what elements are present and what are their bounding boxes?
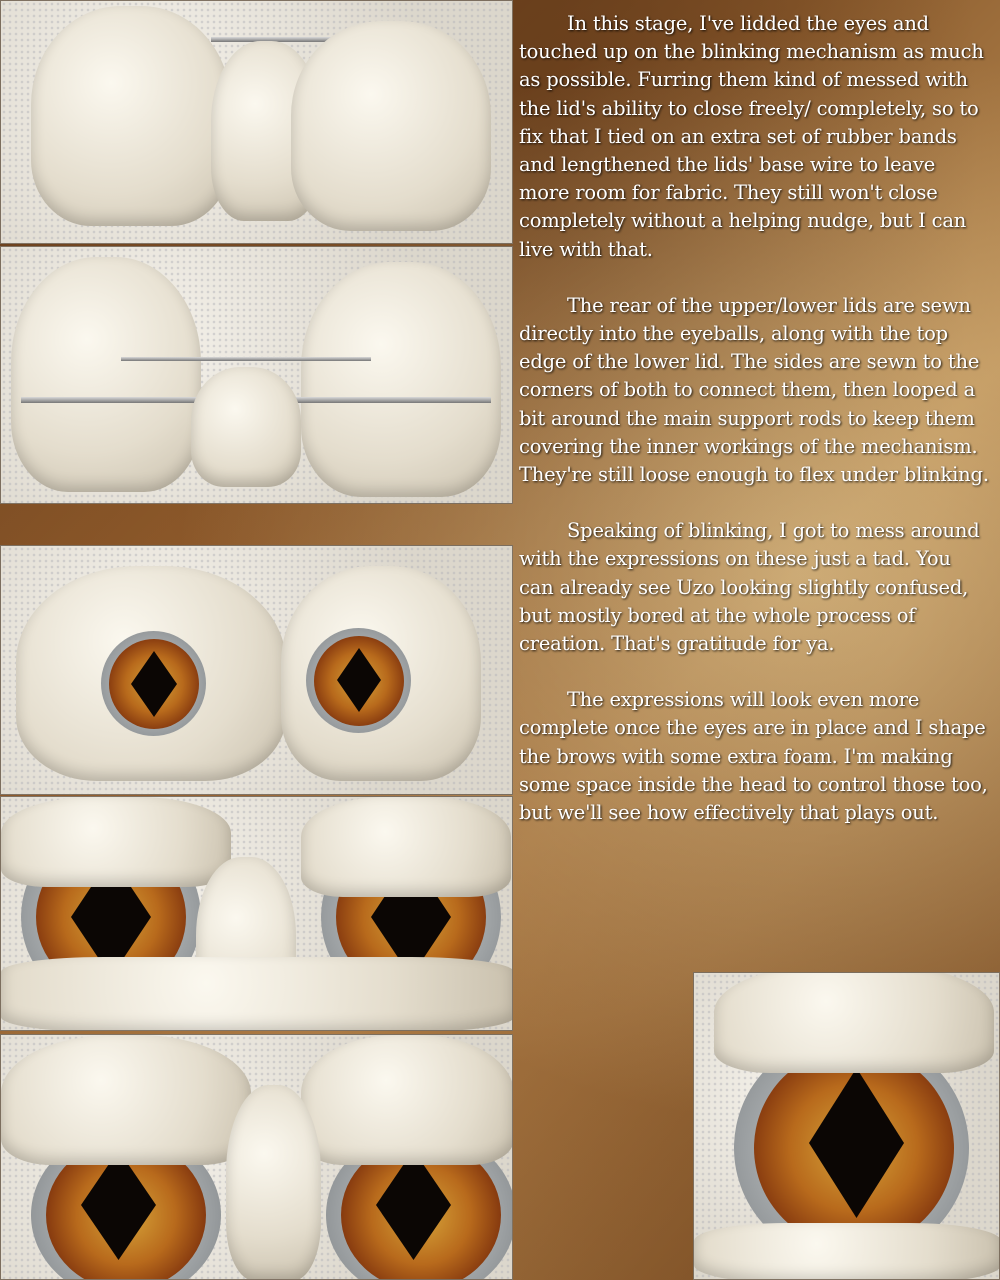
article-text <box>519 10 989 855</box>
photo-rear-mechanism <box>0 246 513 504</box>
photo-open-eyes <box>0 545 513 795</box>
photo-half-lidded-eyes <box>0 796 513 1031</box>
paragraph-brows: The expressions will look even more complete once the eyes are in place and I shape the brows with some extra foam. I'm making some space inside the head to control those too, but we'll see how effectively that plays out. <box>519 688 988 825</box>
photo-eye-closeup <box>693 972 1000 1280</box>
photo-sleepy-eyes <box>0 1034 513 1280</box>
paragraph-sewing: The rear of the upper/lower lids are sewn directly into the eyeballs, along with the top edge of the lower lid. The sides are sewn to the corners of both to connect them, then looped a bit around the main support rods to keep them covering the inner workings of the mechanism. They're still loose enough to flex under blinking. <box>519 293 989 487</box>
paragraph-lidding: In this stage, I've lidded the eyes and touched up on the blinking mechanism as much as possible. Furring them kind of messed with the lid's ability to close freely/ completely, so to fix that I tied on an extra set of rubber bands and lengthened the lids' base wire to leave more room for fabric. They still won't close completely without a helping nudge, but I can live with that. <box>519 12 984 261</box>
paragraph-expressions: Speaking of blinking, I got to mess around with the expressions on these just a tad. You can already see Uzo looking slightly confused, but mostly bored at the whole process of creation. That's gratitude for ya. <box>519 519 980 656</box>
photo-closed-lids <box>0 0 513 244</box>
